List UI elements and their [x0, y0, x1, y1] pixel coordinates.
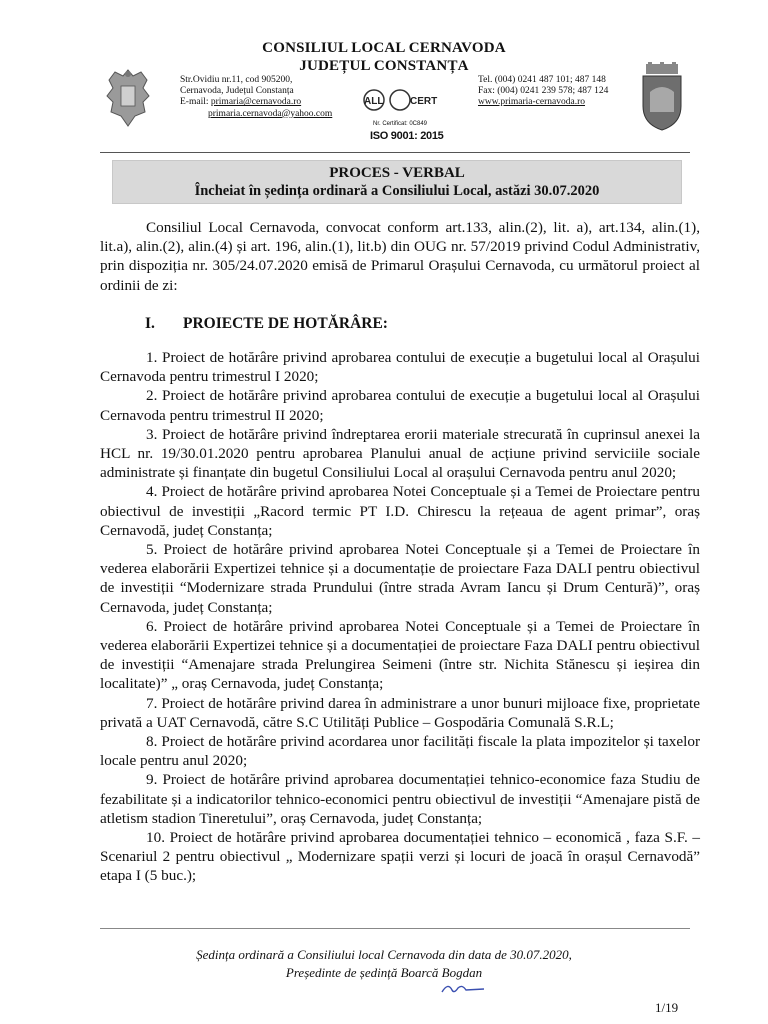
- county-title: JUDEȚUL CONSTANȚA: [299, 58, 469, 74]
- agenda-item: 5. Proiect de hotărâre privind aprobarea Notei Conceptuale și a Temei de Proiectare în vederea elaborării Expertizei tehnice și a documentație de proiectare Faza DALI pentru obiectivul de investiții “Modernizare strada Prundului (între strada Avram Iancu și Drum Centură)”, oraș Cernavoda, județ Constanța;: [100, 541, 700, 616]
- section-heading: [145, 315, 388, 333]
- document-subtitle: Încheiat în ședința ordinară a Consiliului Local, astăzi 30.07.2020: [194, 183, 600, 199]
- document-title: PROCES - VERBAL: [329, 165, 465, 181]
- svg-text:CERT: CERT: [410, 96, 438, 107]
- agenda-item: 8. Proiect de hotărâre privind acordarea unor facilități fiscale la plata impozitelor și taxelor locale pentru anul 2020;: [100, 733, 700, 770]
- email-link-2[interactable]: primaria.cernavoda@yahoo.com: [208, 108, 333, 119]
- address-block: [180, 75, 332, 120]
- certificate-number: Nr. Certificat: 0C849: [373, 121, 428, 127]
- phone-line: Tel. (004) 0241 487 101; 487 148: [478, 75, 606, 85]
- address-line: Cernavoda, Județul Constanța: [180, 86, 294, 97]
- agenda-item: 1. Proiect de hotărâre privind aprobarea contului de execuție a bugetului local al Orașului Cernavoda pentru trimestrul I 2020;: [100, 349, 700, 386]
- section-title: PROIECTE DE HOTĂRÂRE:: [183, 315, 388, 332]
- email-label: E-mail:: [180, 97, 211, 108]
- agenda-item: 3. Proiect de hotărâre privind îndreptarea erorii materiale strecurată în cuprinsul anexei la HCL nr. 19/30.01.2020 pentru aprobarea Planului anual de acțiune privind serviciile sociale administrate și finanțate din bugetul Consiliului Local al orașului Cernavoda pentru anul 2020;: [100, 425, 700, 482]
- page-number: 1/19: [655, 1000, 679, 1015]
- signature-icon: [438, 978, 488, 998]
- email-line: [180, 97, 332, 108]
- contact-block: [478, 75, 608, 109]
- svg-text:ALL: ALL: [364, 96, 384, 107]
- agenda-item: 2. Proiect de hotărâre privind aprobarea contului de execuție a bugetului local al Orașului Cernavoda pentru trimestrul II 2020;: [100, 387, 700, 424]
- agenda-item: 9. Proiect de hotărâre privind aprobarea documentației tehnico-economice faza Studiu de fezabilitate și a indicatorilor tehnico-economici pentru obiectivul de investiții “Amenajare pistă de atletism stadion Tineretului”, oraș Cernavoda, județ Constanța;: [100, 771, 700, 827]
- header-divider: [100, 152, 690, 153]
- section-number: I.: [145, 315, 155, 332]
- intro-paragraph: Consiliul Local Cernavoda, convocat conform art.133, alin.(2), lit. a), art.134, alin.(1), lit.a), alin.(2), alin.(4) și art. 196, alin.(1), lit.b) din OUG nr. 57/2019 privind Codul Administrativ, prin dispoziția nr. 305/24.07.2020 emisă de Primarul Orașului Cernavoda, cu următorul proiect al ordinii de zi:: [100, 219, 700, 294]
- agenda-item: 6. Proiect de hotărâre privind aprobarea Notei Conceptuale și a Temei de Proiectare în vederea elaborării Expertizei tehnice și a documentației de proiectare Faza DALI pentru obiectivul de investiții “Amenajare strada Prelungirea Seimeni (între str. Nichita Stănescu și ieșirea din localitate)” „ oraș Cernavoda, județ Constanța;: [100, 617, 700, 693]
- title-band: [112, 160, 682, 204]
- agenda-item: 4. Proiect de hotărâre privind aprobarea Notei Conceptuale și a Temei de Proiectare pentru obiectivul de investiții „Racord termic PT I.D. Chirescu la rețeaua de agent primar”, oraș Cernavodă, județ Constanța;: [100, 483, 700, 539]
- agenda-list: [100, 348, 700, 886]
- email-link-1[interactable]: primaria@cernavoda.ro: [210, 97, 302, 108]
- address-line: Str.Ovidiu nr.11, cod 905200,: [180, 75, 293, 85]
- website-link[interactable]: www.primaria-cernavoda.ro: [478, 97, 586, 108]
- footer-session-line: Ședința ordinară a Consiliului local Cernavoda din data de 30.07.2020,: [196, 947, 572, 962]
- agenda-item: 7. Proiect de hotărâre privind darea în administrare a unor bunuri mijloace fixe, proprietate privată a UAT Cernavodă, către S.C Utilități Publice – Gospodăria Comunală S.R.L;: [100, 694, 700, 731]
- council-title: CONSILIUL LOCAL CERNAVODA: [262, 40, 506, 56]
- agenda-item: 10. Proiect de hotărâre privind aprobarea documentației tehnico – economică , faza S.F. – Scenariul 2 pentru obiectivul „ Modernizare spații verzi și locuri de joacă în orașul Cernavodă” etapa I (5 buc.);: [100, 829, 700, 885]
- footer-divider: [100, 928, 690, 929]
- iso-certification: ISO 9001: 2015: [370, 130, 444, 142]
- cernavoda-coat-of-arms-icon: [640, 62, 684, 132]
- fax-line: Fax: (004) 0241 239 578; 487 124: [478, 86, 609, 97]
- romania-coat-of-arms-icon: [103, 66, 153, 130]
- footer-president-line: Președinte de ședință Boarcă Bogdan: [285, 965, 483, 980]
